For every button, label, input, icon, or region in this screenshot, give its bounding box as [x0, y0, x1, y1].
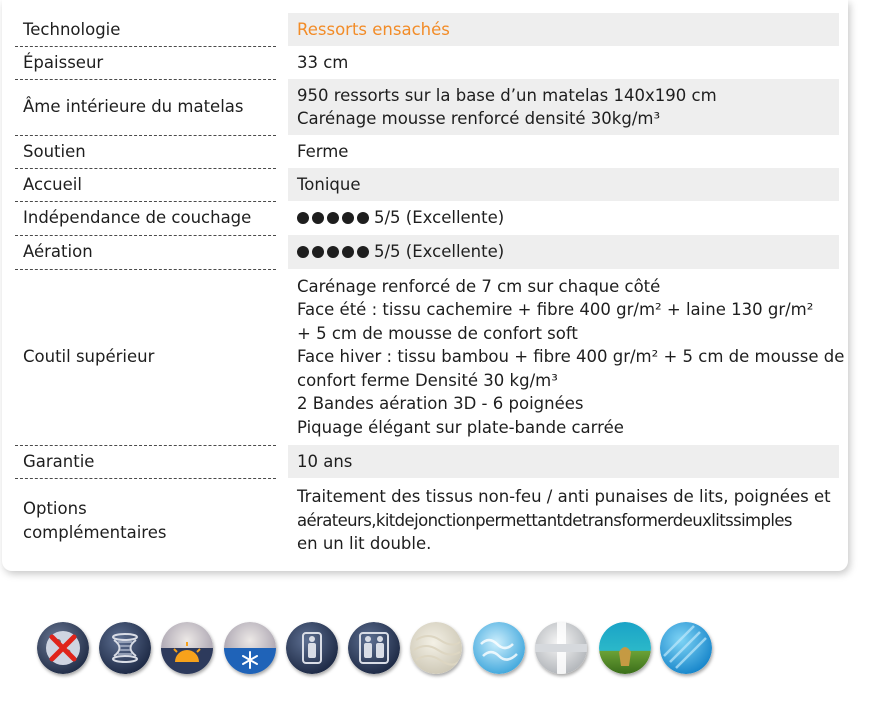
column-gap: [276, 478, 288, 563]
spec-label-text: Épaisseur: [23, 52, 104, 72]
ventilation-icon: [660, 622, 712, 674]
rating-dot-icon: [312, 212, 324, 224]
rating-dot-icon: [327, 246, 339, 258]
spec-value: [288, 269, 845, 445]
spec-label-text: Coutil supérieur: [23, 347, 155, 367]
spec-value: [288, 46, 839, 79]
spec-row-accueil: [15, 168, 839, 201]
spec-label: [15, 445, 276, 478]
spec-value-line: 950 ressorts sur la base d’un matelas 140x190 cm: [297, 85, 717, 105]
single-sleeper-icon: [286, 622, 338, 674]
spec-label-text: Âme intérieure du matelas: [23, 97, 244, 117]
winter-side-icon: [224, 622, 276, 674]
spec-value: [288, 79, 839, 135]
spec-label-text: Aération: [23, 242, 93, 262]
spec-value-line: Face hiver : tissu bambou + fibre 400 gr/m² + 5 cm de mousse de: [297, 347, 845, 367]
spec-value: [288, 478, 839, 563]
spec-row-soutien: [15, 135, 839, 168]
spec-value: [288, 168, 839, 201]
column-gap: [276, 46, 288, 79]
spec-label: [15, 46, 276, 79]
spec-value-line: Carénage renforcé de 7 cm sur chaque côté: [297, 276, 661, 296]
spec-value: [288, 135, 839, 168]
two-sleepers-icon: [348, 622, 400, 674]
spec-value-line: en un lit double.: [297, 534, 432, 554]
spec-row-options-complementaires: [15, 478, 839, 563]
rating-dot-icon: [297, 212, 309, 224]
spec-label: [15, 135, 276, 168]
spec-row-epaisseur: [15, 46, 839, 79]
column-gap: [276, 201, 288, 235]
column-gap: [276, 135, 288, 168]
spec-value: [288, 201, 839, 235]
rating-text: 5/5 (Excellente): [374, 207, 505, 227]
spec-value: [288, 445, 839, 478]
spec-label-text: Technologie: [23, 19, 121, 39]
spec-label-text: Soutien: [23, 141, 86, 161]
rating-dots: [297, 207, 372, 231]
column-gap: [276, 79, 288, 135]
rating-dot-icon: [342, 246, 354, 258]
spec-value-line: + 5 cm de mousse de confort soft: [297, 323, 578, 343]
spec-value-line: 33 cm: [297, 52, 349, 72]
anti-mite-icon: [37, 622, 89, 674]
fresh-water-icon: [473, 622, 525, 674]
spec-row-aeration: [15, 235, 839, 269]
tape-edge-icon: [535, 622, 587, 674]
spec-value-line: Piquage élégant sur plate-bande carrée: [297, 417, 624, 437]
column-gap: [276, 269, 288, 445]
spec-value-line: Ressorts ensachés: [297, 19, 450, 39]
rating-dot-icon: [327, 212, 339, 224]
spec-row-technologie: [15, 13, 839, 46]
spec-label: [15, 478, 276, 563]
rating-dot-icon: [357, 212, 369, 224]
spec-value-line: 10 ans: [297, 451, 353, 471]
column-gap: [276, 445, 288, 478]
spec-label-text: Indépendance de couchage: [23, 208, 252, 228]
spec-label-text: Accueil: [23, 174, 82, 194]
spec-value: [288, 13, 839, 46]
spec-value-line: aérateurs,kitdejonctionpermettantdetransformerdeuxlitssimples: [297, 510, 792, 530]
spec-value-line: Carénage mousse renforcé densité 30kg/m³: [297, 109, 661, 128]
mattress-specs-card: [2, 0, 848, 571]
rating-dot-icon: [297, 246, 309, 258]
natural-fiber-icon: [410, 622, 462, 674]
nature-icon: [599, 622, 651, 674]
spec-row-garantie: [15, 445, 839, 478]
spec-row-coutil-superieur: [15, 269, 839, 445]
spec-value-line: Ferme: [297, 141, 349, 161]
spec-value-line: confort ferme Densité 30 kg/m³: [297, 370, 558, 390]
rating-dots: [297, 241, 372, 265]
spec-row-independance-de-couchage: [15, 201, 839, 235]
specs-table: [15, 13, 845, 563]
spec-label-line: complémentaires: [23, 522, 167, 542]
spec-label-text: Garantie: [23, 451, 95, 471]
spec-label-line: Options: [23, 499, 87, 519]
rating-text: 5/5 (Excellente): [374, 241, 505, 261]
column-gap: [276, 13, 288, 46]
spec-label: [15, 235, 276, 269]
spec-value-line: Tonique: [297, 174, 361, 194]
rating-dot-icon: [312, 246, 324, 258]
column-gap: [276, 235, 288, 269]
spec-row-ame-interieure-du-matelas: [15, 79, 839, 135]
hourglass-spring-icon: [99, 622, 151, 674]
spec-label: [15, 269, 276, 445]
column-gap: [276, 168, 288, 201]
spec-value-line: Face été : tissu cachemire + fibre 400 gr/m² + laine 130 gr/m²: [297, 300, 814, 320]
spec-value-line: Traitement des tissus non-feu / anti punaises de lits, poignées et: [297, 487, 831, 507]
spec-label: [15, 13, 276, 46]
spec-value-line: 2 Bandes aération 3D - 6 poignées: [297, 394, 584, 414]
summer-side-icon: [161, 622, 213, 674]
rating-dot-icon: [357, 246, 369, 258]
rating-dot-icon: [342, 212, 354, 224]
spec-label: [15, 79, 276, 135]
spec-value: [288, 235, 839, 269]
spec-label: [15, 168, 276, 201]
spec-label: [15, 201, 276, 235]
